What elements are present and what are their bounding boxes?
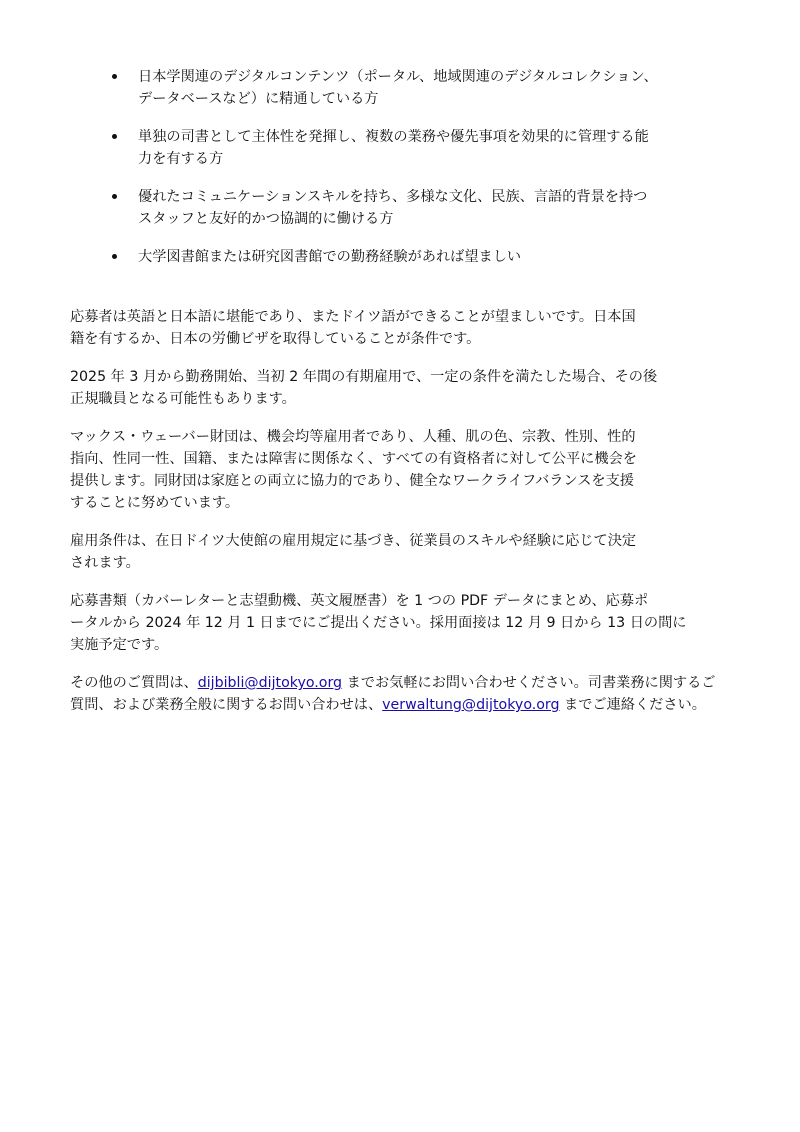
body-text: [70, 306, 738, 732]
bullet-icon: [112, 254, 117, 259]
paragraph-employment: [70, 366, 738, 410]
bullet-icon: [112, 134, 117, 139]
list-item-line: 力を有する方: [138, 151, 224, 167]
paragraph-line: マックス・ウェーバー財団は、機会均等雇用者であり、人種、肌の色、宗教、性別、性的: [70, 429, 636, 445]
list-item: [112, 66, 742, 110]
requirements-list: [112, 66, 742, 284]
list-item-line: スタッフと友好的かつ協調的に働ける方: [138, 211, 394, 227]
paragraph-line: 実施予定です。: [70, 637, 169, 653]
paragraph-contact: [70, 672, 738, 716]
paragraph-line: 指向、性同一性、国籍、または障害に関係なく、すべての有資格者に対して公平に機会を: [70, 451, 637, 467]
paragraph-conditions: [70, 530, 738, 574]
contact-text: その他のご質問は、: [70, 675, 198, 691]
list-item: [112, 246, 742, 268]
contact-text: までご連絡ください。: [559, 697, 706, 713]
bullet-icon: [112, 194, 117, 199]
paragraph-application: [70, 590, 738, 656]
list-item-line: データベースなど）に精通している方: [138, 91, 379, 107]
paragraph-line: 応募書類（カバーレターと志望動機、英文履歴書）を 1 つの PDF データにまとめ、応募ポ: [70, 593, 649, 609]
list-item-line: 優れたコミュニケーションスキルを持ち、多様な文化、民族、言語的背景を持つ: [138, 189, 648, 205]
paragraph-line: 籍を有するか、日本の労働ビザを取得していることが条件です。: [70, 331, 481, 347]
paragraph-languages: [70, 306, 738, 350]
list-item-line: 単独の司書として主体性を発揮し、複数の業務や優先事項を効果的に管理する能: [138, 129, 649, 145]
paragraph-line: 応募者は英語と日本語に堪能であり、またドイツ語ができることが望ましいです。日本国: [70, 309, 636, 325]
paragraph-line: 雇用条件は、在日ドイツ大使館の雇用規定に基づき、従業員のスキルや経験に応じて決定: [70, 533, 637, 549]
paragraph-line: 提供します。同財団は家庭との両立に協力的であり、健全なワークライフバランスを支援: [70, 473, 634, 489]
paragraph-line: されます。: [70, 555, 140, 571]
paragraph-line: 2025 年 3 月から勤務開始、当初 2 年間の有期雇用で、一定の条件を満たした場合、その後: [70, 369, 658, 385]
contact-text: までお気軽にお問い合わせください。司書業務に関するご: [342, 675, 716, 691]
library-email-link[interactable]: dijbibli@dijtokyo.org: [197, 675, 343, 691]
paragraph-equal-opportunity: [70, 426, 738, 514]
paragraph-line: ータルから 2024 年 12 月 1 日までにご提出ください。採用面接は 12 月 9 日から 13 日の間に: [70, 615, 687, 631]
bullet-icon: [112, 74, 117, 79]
list-item: [112, 186, 742, 230]
administration-email-link[interactable]: verwaltung@dijtokyo.org: [382, 697, 560, 713]
list-item-line: 日本学関連のデジタルコンテンツ（ポータル、地域関連のデジタルコレクション、: [138, 69, 658, 85]
list-item: [112, 126, 742, 170]
paragraph-line: 正規職員となる可能性もあります。: [70, 391, 296, 407]
paragraph-line: することに努めています。: [70, 495, 240, 511]
list-item-line: 大学図書館または研究図書館での勤務経験があれば望ましい: [138, 249, 522, 265]
contact-text: 質問、および業務全般に関するお問い合わせは、: [70, 697, 383, 713]
